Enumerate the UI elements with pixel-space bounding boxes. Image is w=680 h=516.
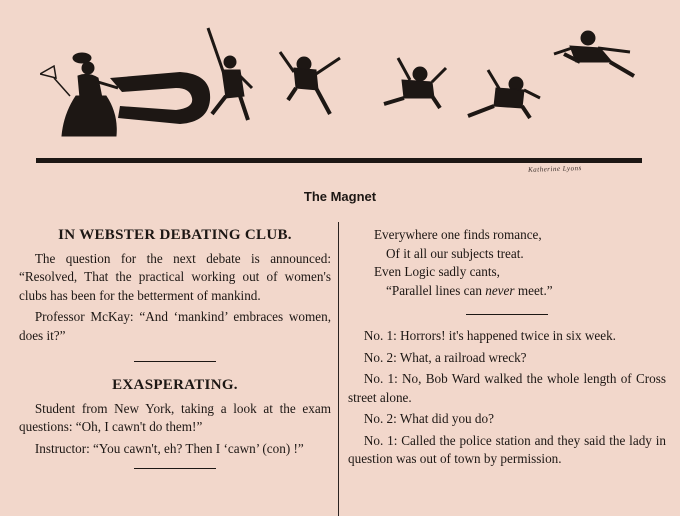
dialogue-line: No. 1: Horrors! it's happened twice in six week. xyxy=(363,328,616,343)
section-divider xyxy=(134,361,216,362)
flying-man-5 xyxy=(554,31,634,76)
flying-man-3 xyxy=(384,58,446,108)
poem-line xyxy=(348,282,666,301)
column-divider xyxy=(338,222,339,516)
dialogue-line: No. 1: No, Bob Ward walked the whole length of Cross street alone. xyxy=(348,371,666,405)
magnet-illustration xyxy=(40,18,650,138)
section-divider xyxy=(134,468,216,469)
flying-man-4 xyxy=(468,70,540,118)
flying-man-1 xyxy=(208,28,252,120)
horseshoe-magnet xyxy=(110,72,210,124)
dialogue-line: No. 1: Called the police station and they said the lady in question was out of town by permission. xyxy=(348,432,666,466)
story-title-webster: IN WEBSTER DEBATING CLUB. xyxy=(58,227,292,243)
dialogue-line: No. 2: What did you do? xyxy=(363,411,494,426)
dialogue-line: No. 2: What, a railroad wreck? xyxy=(363,349,527,365)
poem-text: “Parallel lines can xyxy=(386,282,486,298)
woman-figure xyxy=(40,53,118,136)
poem-line: Everywhere one finds romance, xyxy=(374,227,542,242)
poem xyxy=(348,226,666,300)
left-column xyxy=(19,226,331,483)
flying-man-2 xyxy=(280,52,340,114)
header-rule xyxy=(36,158,642,163)
story-paragraph: Professor McKay: “And ‘mankind’ embraces women, does it?” xyxy=(19,309,331,343)
right-column xyxy=(348,226,666,472)
story-title-exasperating: EXASPERATING. xyxy=(112,377,238,393)
artist-signature: Katherine Lyons xyxy=(527,164,582,174)
illustration-caption: The Magnet xyxy=(303,189,377,204)
poem-emphasis: never xyxy=(485,282,515,298)
poem-line: Even Logic sadly cants, xyxy=(374,264,500,279)
poem-text: meet.” xyxy=(514,282,553,298)
story-paragraph: The question for the next debate is announced: “Resolved, That the practical working out of women's clubs has been for the betterment of mankind. xyxy=(19,250,331,303)
story-paragraph: Instructor: “You cawn't, eh? Then I ‘cawn’ (con) !” xyxy=(34,440,304,456)
poem-line: Of it all our subjects treat. xyxy=(386,245,524,261)
section-divider xyxy=(466,314,548,315)
story-paragraph: Student from New York, taking a look at the exam questions: “Oh, I cawn't do them!” xyxy=(19,400,331,434)
